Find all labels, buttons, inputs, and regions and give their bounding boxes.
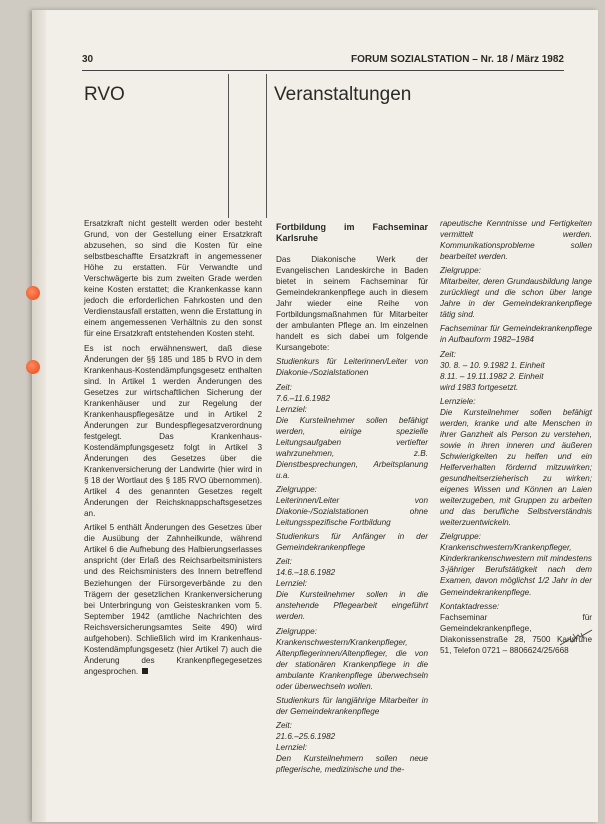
course-lernziel: Die Kursteilnehmer sollen befähigt werden, kranke und alte Menschen in ihrer Ganzheit als Person zu verstehen, sowie in ihren inneren und äußeren Schwierigkeiten zu helfen und ein Helferverhalten fördernd mitzuwirken; gesundheitserzieherisch zu wirken; eigenes Wissen und Können an Laien weiterzugeben, mit Gruppen zu arbeiten und das berufliche Selbstverständnis weiterzuentwickeln.	[440, 407, 592, 528]
column-1	[84, 218, 262, 680]
course-zielgruppe: Krankenschwestern/Krankenpfleger, Kinderkrankenschwestern mit mindestens 3-jähriger Berufstätigkeit nach dem Examen, davon möglichst 1/2 Jahr in der Gemeindekrankenpflege.	[440, 543, 592, 597]
label-lernziel: Lernziel:	[276, 404, 307, 414]
course-title: Studienkurs für Leiterinnen/Leiter von Diakonie-/Sozialstationen	[276, 357, 428, 378]
course-date: 30. 8. – 10. 9.1982 1. Einheit 8.11. – 19.11.1982 2. Einheit wird 1983 fortgesetzt.	[440, 360, 545, 392]
course-lernziel: Die Kursteilnehmer sollen befähigt werden, einige spezielle Leitungsaufgaben vertiefter wahrzunehmen, z.B. Dienstbesprechungen, Arbeitsplanung u.a.	[276, 415, 428, 480]
label-lernziel: Lernziel:	[276, 579, 307, 589]
punch-hole	[26, 286, 40, 300]
course-date: 21.6.–25.6.1982	[276, 731, 336, 741]
contact-address: Fachseminar für Gemeindekrankenpflege, Diakonissenstraße 28, 7500 Karlsruhe 51, Telefon 0721 – 8806624/25/668	[440, 612, 592, 655]
label-zeit: Zeit:	[276, 382, 292, 392]
paragraph: Ersatzkraft nicht gestellt werden oder besteht Grund, von der Gestellung einer Ersatzkraft abzusehen, so sind die Kosten für eine selbstbeschaffte Ersatzkraft in angemessener Höhe zu erstatten. Für Verwandte und Verschwägerte bis zum zweiten Grade werden keine Kosten erstattet; die Krankenkasse kann jedoch die erforderlichen Fahrkosten und den Verdienstausfall erstatten, wenn die Erstattung in einem angemessenen Verhältnis zu den sonst für eine Ersatzkraft entstehenden Kosten steht.	[84, 219, 262, 339]
label-zielgruppe: Zielgruppe:	[276, 484, 317, 494]
section-title-veranstaltungen: Veranstaltungen	[274, 84, 412, 105]
column-divider	[228, 74, 229, 218]
column-3	[440, 218, 592, 659]
label-zielgruppe: Zielgruppe:	[276, 626, 317, 636]
column-divider	[266, 74, 267, 218]
label-zielgruppe: Zielgruppe:	[440, 532, 481, 542]
end-mark	[142, 668, 148, 674]
course-title: Studienkurs für langjährige Mitarbeiter in der Gemeindekrankenpflege	[276, 695, 428, 716]
pencil-mark-icon	[558, 628, 594, 648]
section-title-rvo: RVO	[84, 84, 125, 105]
header-rule	[82, 70, 564, 71]
binding-spine	[32, 10, 46, 822]
course-lernziel: Die Kursteilnehmer sollen in die anstehende Pflegearbeit eingeführt werden.	[276, 590, 428, 622]
punch-hole	[26, 360, 40, 374]
label-zielgruppe: Zielgruppe:	[440, 266, 481, 276]
course-date: 14.6.–18.6.1982	[276, 568, 336, 578]
label-lernziele: Lernziele:	[440, 396, 476, 406]
page-header	[82, 54, 564, 65]
paragraph: Es ist noch erwähnenswert, daß diese Änderungen der §§ 185 und 185 b RVO in dem Krankenhaus-Kostendämpfungsgesetz enthalten sind. In Artikel 1 werden Änderungen des Gesetzes zur wirtschaftlichen Sicherung der Krankenhäuser und zur Regelung der Krankenhauspflegesätze und in Artikel 2 Änderungen zur Bundespflegesatzverordnung festgelegt. Das Krankenhaus-Kostendämpfungsgesetz folgt in Artikel 3 Änderungen des Gesetzes über die Krankenversicherung der Landwirte (hier wird in § 18 der Wortlaut des § 185 RVO übernommen). Artikel 4 des genannten Gesetzes regelt Änderungen der Reichsknappschaftsgesetzes an.	[84, 343, 262, 519]
paragraph: Das Diakonische Werk der Evangelischen Landeskirche in Baden bietet in seinem Fachseminar für Gemeindekrankenpflege auch in diesem Jahr wieder eine Reihe von Fortbildungsmaßnahmen für Mitarbeiter der ambulanten Pflege an. Im einzelnen handelt es sich dabei um folgende Kursangebote:	[276, 255, 428, 353]
article-heading: Fortbildung im Fachseminar Karlsruhe	[276, 222, 428, 243]
page-number: 30	[82, 54, 94, 65]
course-zielgruppe: Leiterinnen/Leiter von Diakonie-/Sozialstationen ohne Leitungsspezifische Fortbildung	[276, 495, 428, 528]
publication-line: FORUM SOZIALSTATION – Nr. 18 / März 1982	[350, 54, 564, 65]
course-lernziel: Den Kursteilnehmern sollen neue pflegerische, medizinische und the-	[276, 754, 428, 775]
column-2	[276, 218, 428, 778]
course-zielgruppe: Mitarbeiter, deren Grundausbildung lange zurückliegt und die schon über lange Jahre in der Gemeindekrankenpflege tätig sind.	[440, 277, 592, 320]
label-zeit: Zeit:	[276, 557, 292, 567]
paragraph-text: Artikel 5 enthält Änderungen des Gesetzes über die Ausübung der Zahnheilkunde, während Artikel 6 die Aufhebung des Halbierungserlasses anspricht (der Erlaß des Reichsarbeitsministers und des Reichsministers des Innern betreffend Beziehungen der Fürsorgeverbände zu den Trägern der gesetzlichen Krankenversicherung bei Unterbringung von Geisteskranken vom 5. September 1942 (amtliche Nachrichten des Reichsversicherungsamtes Seite 490) wird aufgehoben). Schließlich wird im Krankenhaus-Kostendämpfungsgesetz (hier Artikel 7) auch die Änderung des Krankenpflegegesetzes angesprochen.	[84, 523, 262, 676]
label-contact: Kontaktadresse:	[440, 601, 500, 611]
label-zeit: Zeit:	[276, 720, 292, 730]
paragraph	[84, 522, 262, 677]
label-zeit: Zeit:	[440, 349, 456, 359]
course-date: 7.6.–11.6.1982	[276, 393, 331, 403]
label-lernziel: Lernziel:	[276, 742, 307, 752]
course-zielgruppe: Krankenschwestern/Krankenpfleger, Altenpflegerinnen/Altenpfleger, die von der stationären Krankenpflege in die ambulante Krankenpflege überwechseln oder überwechseln wollen.	[276, 637, 428, 691]
course-title: Studienkurs für Anfänger in der Gemeindekrankenpflege	[276, 532, 428, 553]
course-title: Fachseminar für Gemeindekrankenpflege in Aufbauform 1982–1984	[440, 324, 592, 345]
paragraph: rapeutische Kenntnisse und Fertigkeiten vermittelt werden. Kommunikationsprobleme sollen bearbeitet werden.	[440, 219, 592, 262]
document-page	[32, 10, 598, 822]
